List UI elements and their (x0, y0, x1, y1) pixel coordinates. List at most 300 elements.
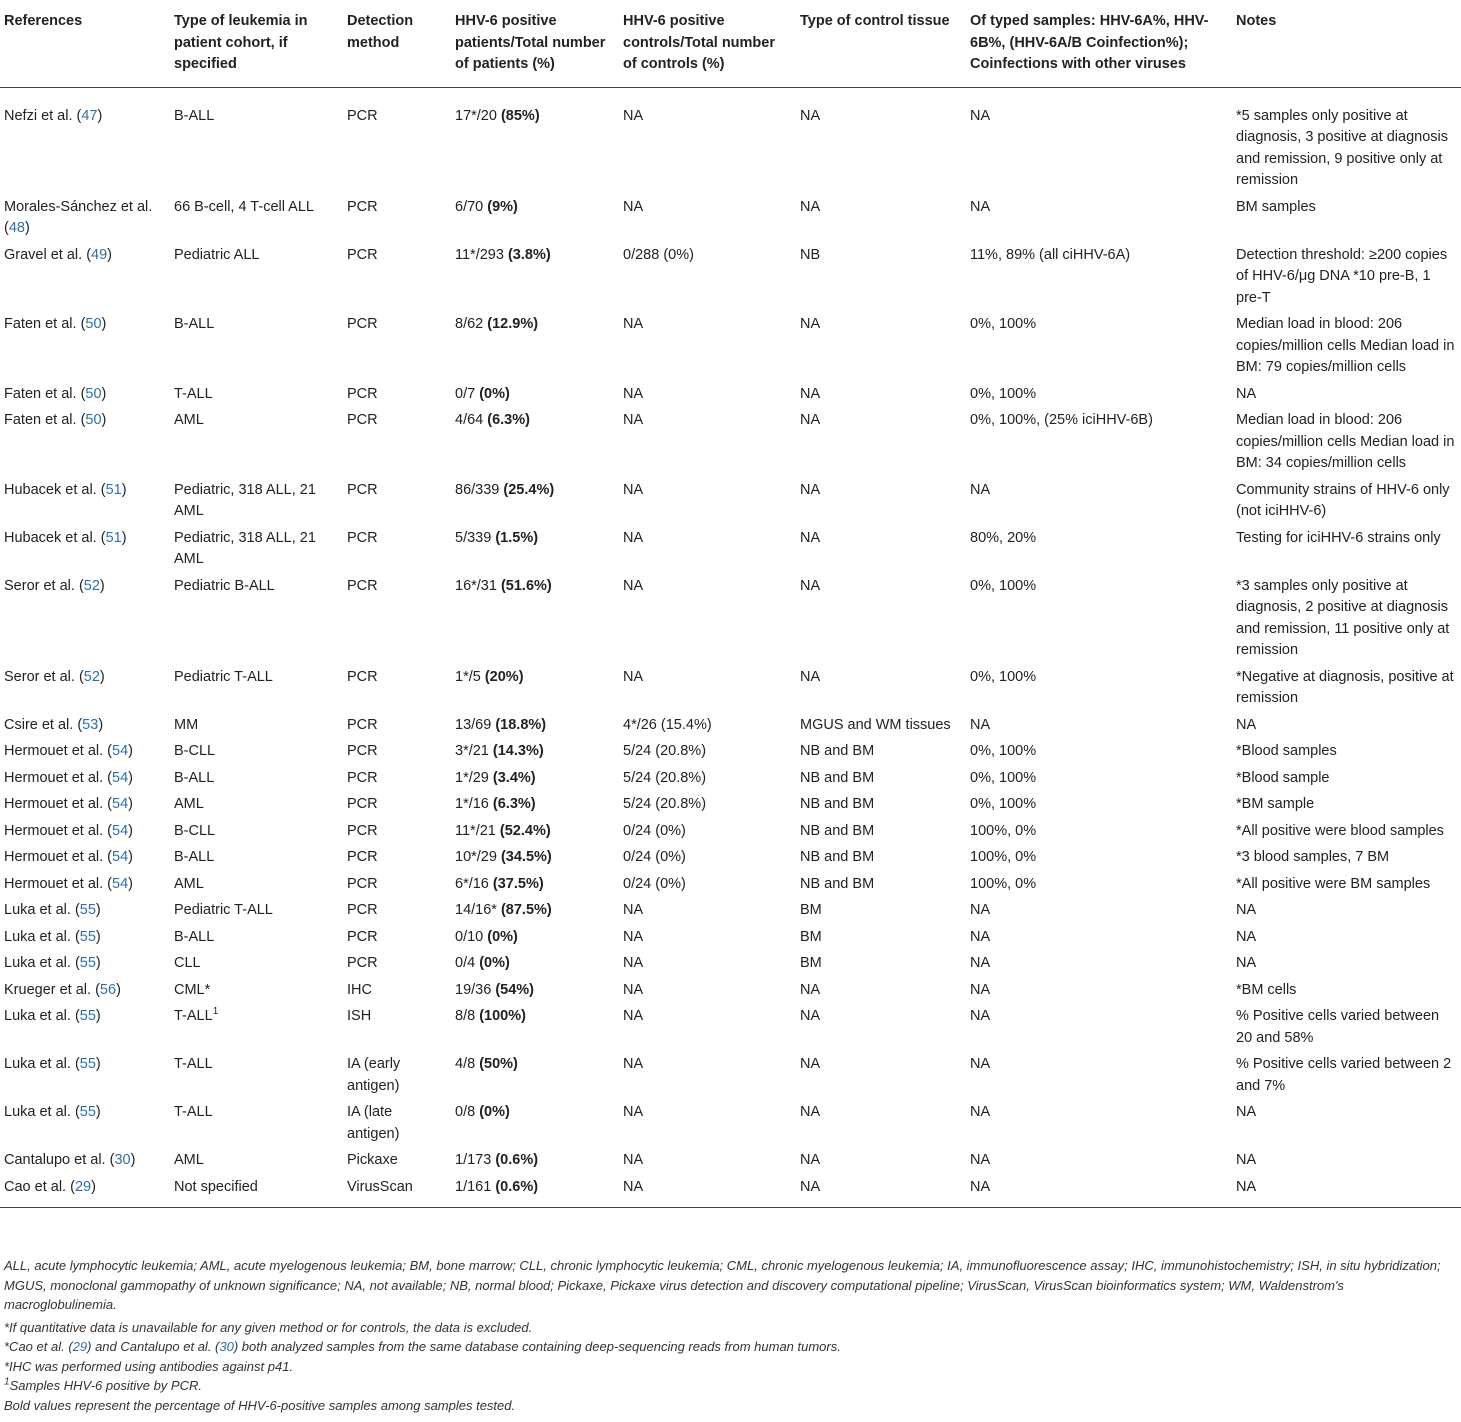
positive-patients-cell: 19/36 (54%) (455, 981, 535, 998)
notes-cell: *Blood sample (1236, 769, 1330, 786)
reference-cell: Luka et al. (55) (4, 955, 101, 971)
author-name: Luka et al. (4, 955, 71, 971)
citation-link[interactable]: 29 (74, 1178, 92, 1195)
table-body (0, 87, 1461, 1208)
reference-cell: Luka et al. (55) (4, 1104, 101, 1120)
reference-cell: Hermouet et al. (54) (4, 875, 133, 892)
header-positive-patients: HHV-6 positive patients/Total number of patients (%) (451, 0, 619, 87)
table-row (0, 382, 1461, 409)
header-leukemia-type: Type of leukemia in patient cohort, if specified (170, 0, 343, 87)
positive-patients-cell: 14/16* (87.5%) (455, 902, 552, 918)
notes-cell: NA (1236, 716, 1257, 733)
author-name: Seror et al. (4, 668, 75, 685)
leukemia-type-cell: Pediatric B-ALL (174, 577, 275, 594)
positive-controls-cell: 0/288 (0%) (623, 246, 694, 263)
control-tissue-cell: NB and BM (800, 849, 875, 865)
citation-link[interactable]: 55 (79, 955, 96, 971)
footnote-database: *Cao et al. (29) and Cantalupo et al. (30) both analyzed samples from the same database containing deep-sequencing reads from human tumors. (4, 1339, 841, 1354)
detection-method-cell: IA (early antigen) (347, 1056, 401, 1094)
table-row (0, 951, 1461, 978)
percentage-value: (54%) (495, 981, 535, 998)
percentage-value: (51.6%) (500, 577, 552, 594)
detection-method-cell: Pickaxe (347, 1152, 398, 1168)
citation-link[interactable]: 48 (8, 220, 25, 236)
percentage-value: (3.8%) (507, 246, 551, 263)
citation-link[interactable]: 55 (79, 1056, 96, 1072)
positive-controls-cell: NA (623, 316, 644, 332)
table-row (0, 872, 1461, 899)
author-name: Luka et al. (4, 928, 71, 945)
percentage-value: (20%) (484, 668, 524, 685)
typed-samples-cell: 0%, 100% (970, 385, 1037, 402)
citation-link[interactable]: 50 (85, 412, 102, 428)
detection-method-cell: PCR (347, 769, 378, 786)
author-name: Hermouet et al. (4, 796, 104, 812)
percentage-value: (0%) (479, 955, 510, 971)
reference-cell: Luka et al. (55) (4, 902, 101, 918)
control-tissue-cell: NA (800, 668, 821, 685)
typed-samples-cell: 80%, 20% (970, 529, 1037, 546)
author-name: Hermouet et al. (4, 875, 104, 892)
positive-controls-cell: NA (623, 107, 644, 124)
percentage-value: (25.4%) (503, 481, 555, 498)
typed-samples-cell: NA (970, 1008, 991, 1024)
positive-patients-cell: 1*/16 (6.3%) (455, 796, 536, 812)
positive-controls-cell: 0/24 (0%) (623, 875, 686, 892)
table-row (0, 845, 1461, 872)
positive-patients-cell: 11*/293 (3.8%) (455, 246, 551, 263)
table-row (0, 312, 1461, 382)
positive-controls-cell: NA (623, 1056, 644, 1072)
reference-cell: Morales-Sánchez et al. (48) (4, 198, 153, 236)
detection-method-cell: PCR (347, 385, 378, 402)
percentage-value: (6.3%) (487, 412, 530, 428)
positive-controls-cell: 5/24 (20.8%) (623, 796, 707, 812)
detection-method-cell: PCR (347, 743, 378, 759)
detection-method-cell: PCR (347, 481, 378, 498)
table-row (0, 1004, 1461, 1052)
author-name: Nefzi et al. (4, 107, 73, 124)
control-tissue-cell: NB and BM (800, 769, 875, 786)
reference-cell: Cao et al. (29) (0, 1175, 170, 1208)
citation-link[interactable]: 54 (112, 822, 129, 839)
typed-samples-cell: NA (970, 107, 991, 124)
leukemia-type-cell: 66 B-cell, 4 T-cell ALL (174, 198, 314, 215)
table-row (0, 766, 1461, 793)
positive-patients-cell: 3*/21 (14.3%) (455, 743, 544, 759)
detection-method-cell: PCR (347, 246, 378, 263)
author-name: Hermouet et al. (4, 743, 104, 759)
control-tissue-cell: NA (800, 1104, 821, 1120)
positive-controls-cell: NA (623, 668, 644, 685)
percentage-value: (14.3%) (492, 743, 544, 759)
control-tissue-cell: NB (800, 246, 821, 263)
control-tissue-cell: NA (800, 481, 821, 498)
positive-controls-cell: NA (623, 529, 644, 546)
positive-patients-cell: 86/339 (25.4%) (455, 481, 555, 498)
detection-method-cell: PCR (347, 955, 378, 971)
typed-samples-cell: NA (970, 928, 991, 945)
typed-samples-cell: NA (970, 955, 991, 971)
leukemia-type-cell: Pediatric T-ALL (174, 902, 273, 918)
leukemia-type-cell: AML (174, 875, 204, 892)
positive-patients-cell: 5/339 (1.5%) (455, 529, 539, 546)
reference-cell: Hermouet et al. (54) (4, 822, 133, 839)
positive-controls-cell: NA (623, 198, 644, 215)
notes-cell: *All positive were BM samples (1236, 875, 1431, 892)
author-name: Faten et al. (4, 385, 77, 402)
reference-cell: Hermouet et al. (54) (4, 769, 133, 786)
positive-patients-cell: 0/7 (0%) (455, 385, 510, 402)
table-row (0, 978, 1461, 1005)
reference-cell: Faten et al. (50) (4, 412, 107, 428)
leukemia-type-cell: AML (174, 412, 204, 428)
citation-link[interactable]: 56 (99, 981, 117, 998)
author-name: Krueger et al. (4, 981, 92, 998)
notes-cell: BM samples (1236, 198, 1316, 215)
author-name: Csire et al. (4, 716, 74, 733)
typed-samples-cell: 100%, 0% (970, 822, 1037, 839)
percentage-value: (87.5%) (500, 902, 552, 918)
citation-link[interactable]: 55 (79, 1008, 96, 1024)
leukemia-type-cell: B-ALL (174, 849, 215, 865)
citation-link[interactable]: 51 (105, 481, 122, 498)
percentage-value: (9%) (487, 198, 518, 215)
footnote-citation-link[interactable]: 30 (219, 1339, 234, 1354)
typed-samples-cell: 0%, 100% (970, 743, 1037, 759)
control-tissue-cell: BM (800, 928, 822, 945)
notes-cell: NA (1236, 928, 1257, 945)
leukemia-type-cell: B-ALL (174, 107, 215, 124)
positive-patients-cell: 4/8 (50%) (455, 1056, 518, 1072)
detection-method-cell: PCR (347, 796, 378, 812)
detection-method-cell: PCR (347, 928, 378, 945)
leukemia-type-cell: Not specified (170, 1175, 343, 1208)
control-tissue-cell: NA (800, 198, 821, 215)
citation-link[interactable]: 49 (91, 246, 108, 263)
author-name: Hubacek et al. (4, 481, 97, 498)
control-tissue-cell: NB and BM (800, 875, 875, 892)
leukemia-type-cell: Pediatric, 318 ALL, 21 AML (174, 481, 316, 519)
positive-patients-cell: 17*/20 (85%) (455, 107, 540, 124)
author-name: Luka et al. (4, 902, 71, 918)
footnote-ihc: *IHC was performed using antibodies against p41. (4, 1358, 294, 1374)
reference-cell: Hubacek et al. (51) (4, 481, 127, 498)
table-header-row (0, 0, 1461, 87)
positive-patients-cell: 8/8 (100%) (455, 1008, 526, 1024)
leukemia-type-cell: AML (174, 1152, 204, 1168)
notes-cell: NA (1236, 1152, 1257, 1168)
reference-cell: Faten et al. (50) (4, 316, 107, 332)
control-tissue-cell: BM (800, 955, 822, 971)
positive-controls-cell: NA (623, 412, 644, 428)
citation-link[interactable]: 54 (112, 849, 129, 865)
notes-cell: *3 blood samples, 7 BM (1236, 849, 1390, 865)
leukemia-type-cell: B-ALL (174, 316, 215, 332)
positive-controls-cell: NA (623, 902, 644, 918)
typed-samples-cell: NA (970, 1056, 991, 1072)
positive-controls-cell: 5/24 (20.8%) (623, 743, 707, 759)
citation-link[interactable]: 50 (85, 316, 102, 332)
control-tissue-cell: NA (800, 577, 821, 594)
positive-patients-cell: 1*/5 (20%) (455, 668, 524, 685)
detection-method-cell: IA (late antigen) (347, 1104, 400, 1142)
control-tissue-cell: NB and BM (800, 796, 875, 812)
citation-link[interactable]: 50 (85, 385, 102, 402)
citation-link[interactable]: 55 (79, 928, 96, 945)
positive-patients-cell: 1/173 (0.6%) (455, 1152, 539, 1168)
reference-cell: Hermouet et al. (54) (4, 743, 133, 759)
notes-cell: *BM cells (1236, 981, 1297, 998)
positive-controls-cell: 4*/26 (15.4%) (623, 716, 712, 733)
typed-samples-cell: 0%, 100% (970, 577, 1037, 594)
control-tissue-cell: NA (800, 1008, 821, 1024)
leukemia-type-cell: Pediatric, 318 ALL, 21 AML (174, 529, 316, 567)
detection-method-cell: PCR (347, 577, 378, 594)
typed-samples-cell: NA (970, 902, 991, 918)
leukemia-type-cell: T-ALL (174, 1104, 213, 1120)
leukemia-type-cell: AML (174, 796, 204, 812)
control-tissue-cell: NA (800, 107, 821, 124)
leukemia-type-cell: B-ALL (174, 928, 215, 945)
control-tissue-cell: NA (796, 1175, 966, 1208)
positive-controls-cell: NA (623, 981, 644, 998)
percentage-value: (1.5%) (495, 529, 539, 546)
citation-link[interactable]: 54 (112, 743, 129, 759)
positive-patients-cell: 11*/21 (52.4%) (455, 822, 551, 839)
author-name: Faten et al. (4, 412, 77, 428)
author-name: Cao et al. (4, 1178, 67, 1195)
table-row (0, 478, 1461, 526)
typed-samples-cell: NA (970, 981, 991, 998)
footnote-citation-link[interactable]: 29 (72, 1339, 88, 1354)
detection-method-cell: PCR (347, 902, 378, 918)
typed-samples-cell: 100%, 0% (970, 875, 1037, 892)
leukemia-type-cell: Pediatric ALL (174, 246, 260, 263)
positive-controls-cell: 0/24 (0%) (623, 849, 686, 865)
author-name: Luka et al. (4, 1008, 71, 1024)
positive-patients-cell: 13/69 (18.8%) (455, 716, 547, 733)
control-tissue-cell: NA (800, 529, 821, 546)
positive-controls-cell: NA (623, 385, 644, 402)
detection-method-cell: VirusScan (343, 1175, 451, 1208)
percentage-value: (50%) (479, 1056, 518, 1072)
notes-cell: Detection threshold: ≥200 copies of HHV-6/μg DNA *10 pre-B, 1 pre-T (1236, 246, 1448, 306)
typed-samples-cell: NA (966, 1175, 1232, 1208)
percentage-value: (0.6%) (495, 1178, 539, 1195)
table-row (0, 1052, 1461, 1100)
positive-controls-cell: NA (619, 1175, 796, 1208)
percentage-value: (34.5%) (500, 849, 552, 865)
detection-method-cell: PCR (347, 849, 378, 865)
leukemia-type-cell: T-ALL$^1$ (174, 1006, 219, 1024)
author-name: Hermouet et al. (4, 849, 104, 865)
detection-method-cell: PCR (347, 822, 378, 839)
citation-link[interactable]: 53 (82, 716, 99, 733)
control-tissue-cell: NA (800, 1152, 821, 1168)
notes-cell: NA (1236, 1104, 1257, 1120)
reference-cell: Krueger et al. (56) (4, 981, 121, 998)
table-row (0, 819, 1461, 846)
reference-cell: Csire et al. (53) (4, 716, 104, 733)
table-row (0, 739, 1461, 766)
leukemia-type-cell: T-ALL (174, 1056, 213, 1072)
notes-cell: NA (1232, 1175, 1461, 1208)
leukemia-type-cell: CLL (174, 955, 201, 971)
header-notes: Notes (1232, 0, 1461, 87)
percentage-value: (0%) (479, 385, 510, 402)
detection-method-cell: PCR (347, 529, 378, 546)
detection-method-cell: PCR (347, 875, 378, 892)
positive-controls-cell: NA (623, 928, 644, 945)
notes-cell: % Positive cells varied between 2 and 7% (1236, 1056, 1452, 1094)
notes-cell: *Negative at diagnosis, positive at remission (1236, 668, 1454, 706)
typed-samples-cell: NA (970, 1104, 991, 1120)
table-row (0, 1175, 1461, 1208)
abbreviations-footnote: ALL, acute lymphocytic leukemia; AML, acute myelogenous leukemia; BM, bone marrow; CLL, chronic lymphocytic leukemia; CML, chronic myelogenous leukemia; IA, immunofluorescence assay; IHC, immunohistochemistry; ISH, in situ hybridization; MGUS, monoclonal gammopathy of unknown significance; NA, not available; NB, normal blood; Pickaxe, Pickaxe virus detection and discovery computational pipeline; VirusScan, VirusScan bioinformatics system; WM, Waldenstrom's macroglobulinemia. (4, 1258, 1441, 1312)
reference-cell: Hermouet et al. (54) (4, 849, 133, 865)
reference-cell: Luka et al. (55) (4, 928, 101, 945)
citation-link[interactable]: 47 (81, 107, 98, 124)
reference-cell: Cantalupo et al. (30) (4, 1152, 136, 1168)
reference-cell: Faten et al. (50) (4, 385, 107, 402)
leukemia-type-cell: Pediatric T-ALL (174, 668, 273, 685)
positive-controls-cell: NA (623, 1152, 644, 1168)
typed-samples-cell: 0%, 100%, (25% iciHHV-6B) (970, 412, 1153, 428)
notes-cell: Community strains of HHV-6 only (not iciHHV-6) (1236, 481, 1450, 519)
notes-cell: Median load in blood: 206 copies/million cells Median load in BM: 34 copies/million cells (1236, 412, 1455, 471)
reference-cell: Luka et al. (55) (4, 1056, 101, 1072)
percentage-value: (52.4%) (499, 822, 551, 839)
header-positive-controls: HHV-6 positive controls/Total number of controls (%) (619, 0, 796, 87)
percentage-value: (0.6%) (495, 1152, 539, 1168)
table-row (0, 195, 1461, 243)
leukemia-type-cell: B-CLL (174, 743, 216, 759)
positive-patients-cell: 16*/31 (51.6%) (455, 577, 552, 594)
author-name: Morales-Sánchez et al. (4, 198, 153, 215)
citation-link[interactable]: 51 (105, 529, 122, 546)
table-row (0, 925, 1461, 952)
author-name: Luka et al. (4, 1104, 71, 1120)
author-name: Hubacek et al. (4, 529, 97, 546)
control-tissue-cell: NB and BM (800, 822, 875, 839)
positive-controls-cell: NA (623, 481, 644, 498)
header-typed-samples: Of typed samples: HHV-6A%, HHV-6B%, (HHV-6A/B Coinfection%); Coinfections with other viruses (966, 0, 1232, 87)
percentage-value: (18.8%) (495, 716, 547, 733)
notes-cell: *BM sample (1236, 796, 1315, 812)
footnote-quantitative: *If quantitative data is unavailable for any given method or for controls, the data is excluded. (4, 1319, 533, 1335)
percentage-value: (0%) (487, 928, 518, 945)
typed-samples-cell: 0%, 100% (970, 668, 1037, 685)
typed-samples-cell: 0%, 100% (970, 769, 1037, 786)
typed-samples-cell: NA (970, 198, 991, 215)
header-control-tissue: Type of control tissue (796, 0, 966, 87)
notes-cell: Median load in blood: 206 copies/million cells Median load in BM: 79 copies/million cells (1236, 316, 1455, 375)
detection-method-cell: PCR (347, 668, 378, 685)
control-tissue-cell: MGUS and WM tissues (800, 716, 951, 733)
citation-link[interactable]: 54 (112, 875, 129, 892)
reference-cell: Hubacek et al. (51) (4, 529, 127, 546)
leukemia-type-cell: MM (174, 716, 199, 733)
positive-patients-cell: 6/70 (9%) (455, 198, 518, 215)
citation-link[interactable]: 52 (83, 668, 100, 685)
reference-cell: Hermouet et al. (54) (4, 796, 133, 812)
notes-cell: *3 samples only positive at diagnosis, 2 positive at diagnosis and remission, 11 positive only at remission (1236, 577, 1450, 658)
table-row (0, 574, 1461, 665)
header-references: References (0, 0, 170, 87)
percentage-value: (12.9%) (487, 316, 539, 332)
reference-cell: Seror et al. (52) (4, 668, 105, 685)
notes-cell: *Blood samples (1236, 743, 1337, 759)
footnote-bold-values: Bold values represent the percentage of HHV-6-positive samples among samples tested. (4, 1397, 516, 1413)
table-row (0, 665, 1461, 713)
citation-link[interactable]: 55 (79, 902, 96, 918)
detection-method-cell: IHC (347, 981, 372, 998)
positive-patients-cell: 4/64 (6.3%) (455, 412, 530, 428)
positive-controls-cell: NA (623, 1104, 644, 1120)
percentage-value: (100%) (479, 1008, 526, 1024)
notes-cell: NA (1236, 902, 1257, 918)
citation-link[interactable]: 30 (114, 1152, 131, 1168)
percentage-value: (85%) (500, 107, 540, 124)
control-tissue-cell: BM (800, 902, 822, 918)
typed-samples-cell: 11%, 89% (all ciHHV-6A) (970, 246, 1131, 263)
positive-patients-cell: 1*/29 (3.4%) (455, 769, 536, 786)
citation-link[interactable]: 54 (112, 796, 129, 812)
footnote-pcr: $^1$Samples HHV-6 positive by PCR. (4, 1376, 202, 1393)
notes-cell: Testing for iciHHV-6 strains only (1236, 529, 1441, 546)
citation-link[interactable]: 54 (112, 769, 129, 786)
positive-patients-cell: 0/4 (0%) (455, 955, 510, 971)
leukemia-type-cell: T-ALL (174, 385, 213, 402)
percentage-value: (3.4%) (492, 769, 536, 786)
control-tissue-cell: NA (800, 316, 821, 332)
positive-patients-cell: 8/62 (12.9%) (455, 316, 539, 332)
table-row (0, 408, 1461, 478)
control-tissue-cell: NA (800, 412, 821, 428)
table-row (0, 1100, 1461, 1148)
detection-method-cell: PCR (347, 316, 378, 332)
table-row (0, 713, 1461, 740)
control-tissue-cell: NA (800, 385, 821, 402)
notes-cell: NA (1236, 385, 1257, 402)
reference-cell: Nefzi et al. (47) (4, 107, 103, 124)
author-name: Faten et al. (4, 316, 77, 332)
citation-link[interactable]: 55 (79, 1104, 96, 1120)
table-row (0, 792, 1461, 819)
table-row (0, 1148, 1461, 1175)
reference-cell: Gravel et al. (49) (4, 246, 113, 263)
typed-samples-cell: 0%, 100% (970, 796, 1037, 812)
detection-method-cell: PCR (347, 198, 378, 215)
typed-samples-cell: NA (970, 716, 991, 733)
citation-link[interactable]: 52 (83, 577, 100, 594)
author-name: Luka et al. (4, 1056, 71, 1072)
positive-controls-cell: NA (623, 1008, 644, 1024)
author-name: Cantalupo et al. (4, 1152, 106, 1168)
typed-samples-cell: 100%, 0% (970, 849, 1037, 865)
typed-samples-cell: NA (970, 481, 991, 498)
leukemia-type-cell: CML* (174, 981, 211, 998)
detection-method-cell: PCR (347, 412, 378, 428)
positive-controls-cell: NA (623, 955, 644, 971)
typed-samples-cell: 0%, 100% (970, 316, 1037, 332)
header-detection-method: Detection method (343, 0, 451, 87)
reference-cell: Luka et al. (55) (4, 1008, 101, 1024)
author-name: Gravel et al. (4, 246, 83, 263)
table-row (0, 898, 1461, 925)
notes-cell: % Positive cells varied between 20 and 58% (1236, 1008, 1440, 1046)
